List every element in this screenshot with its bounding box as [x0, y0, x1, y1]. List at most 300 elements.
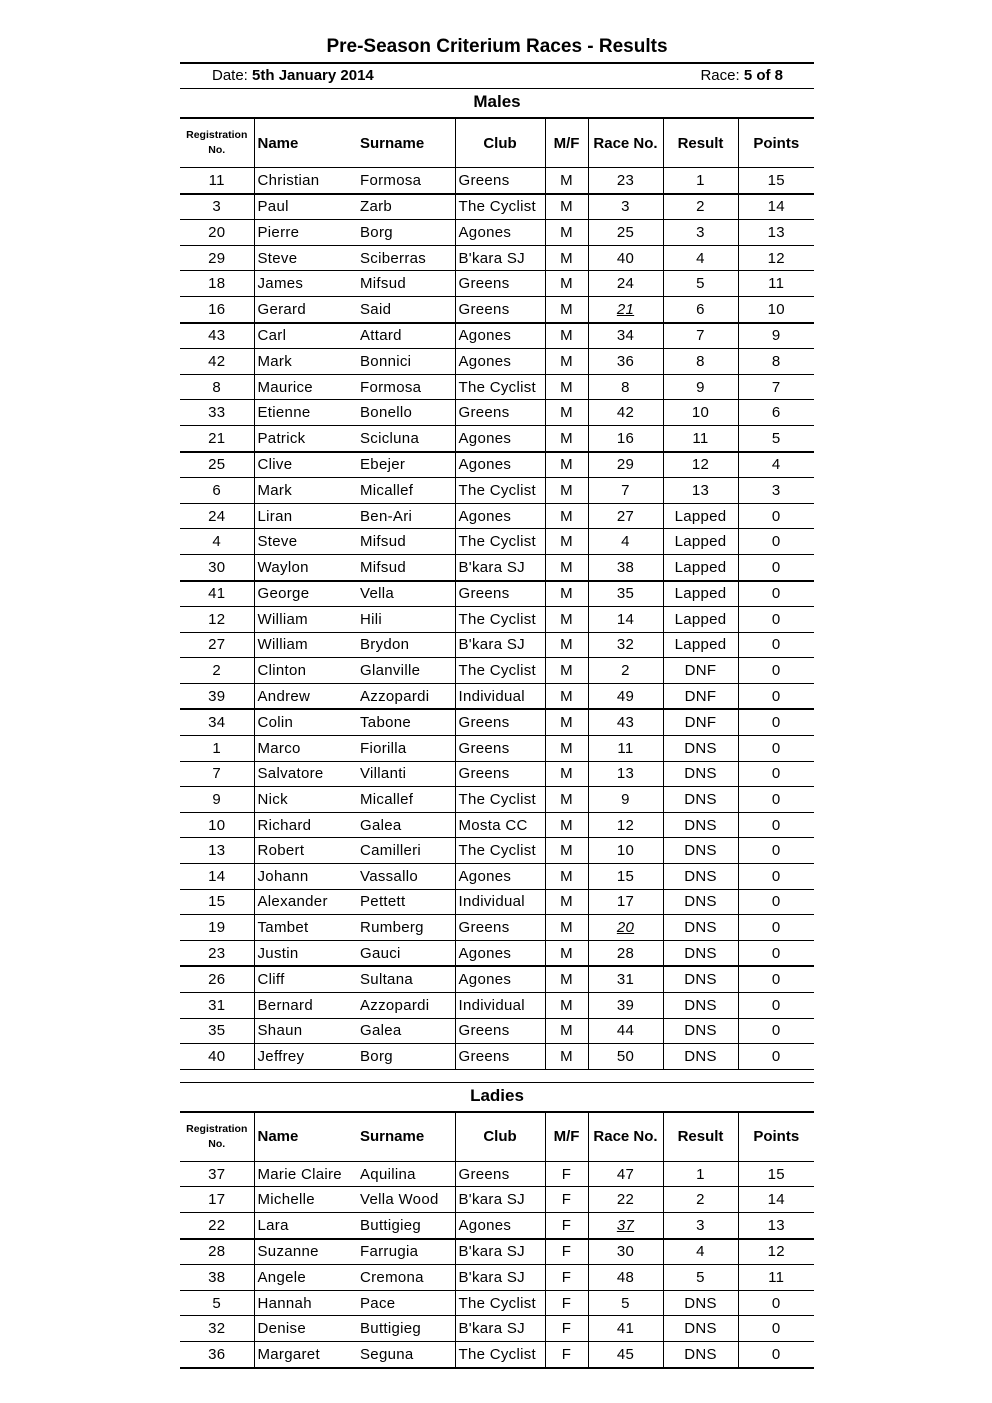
cell-points: 15 — [738, 168, 814, 194]
cell-name: Steve — [254, 529, 357, 555]
table-row — [180, 966, 814, 992]
table-row — [180, 323, 814, 349]
cell-result: Lapped — [663, 554, 738, 580]
header-name: Name — [254, 119, 357, 168]
cell-points: 13 — [738, 1212, 814, 1238]
cell-registration: 9 — [180, 787, 254, 813]
cell-club: Agones — [455, 864, 545, 890]
cell-registration: 26 — [180, 966, 254, 992]
cell-race-no: 32 — [588, 632, 663, 658]
cell-name: Johann — [254, 864, 357, 890]
cell-points: 13 — [738, 220, 814, 246]
header-registration: Registration No. — [180, 119, 254, 168]
cell-surname: Micallef — [357, 787, 455, 813]
cell-registration: 42 — [180, 349, 254, 375]
cell-result: DNS — [663, 1290, 738, 1316]
cell-points: 15 — [738, 1161, 814, 1187]
cell-surname: Fiorilla — [357, 736, 455, 762]
cell-club: B'kara SJ — [455, 245, 545, 271]
race-value: 5 of 8 — [743, 67, 783, 84]
cell-registration: 37 — [180, 1161, 254, 1187]
cell-registration: 32 — [180, 1316, 254, 1342]
cell-points: 10 — [738, 296, 814, 322]
cell-club: Greens — [455, 915, 545, 941]
cell-mf: M — [545, 658, 588, 684]
males-rows — [180, 168, 814, 1070]
table-row — [180, 478, 814, 504]
cell-surname: Mifsud — [357, 529, 455, 555]
cell-club: The Cyclist — [455, 838, 545, 864]
cell-mf: M — [545, 709, 588, 735]
cell-race-no: 29 — [588, 452, 663, 478]
cell-registration: 1 — [180, 736, 254, 762]
cell-registration: 12 — [180, 607, 254, 633]
cell-mf: F — [545, 1316, 588, 1342]
header-registration: Registration No. — [180, 1113, 254, 1162]
cell-name: Mark — [254, 349, 357, 375]
cell-club: The Cyclist — [455, 529, 545, 555]
cell-name: Etienne — [254, 400, 357, 426]
cell-club: The Cyclist — [455, 1341, 545, 1367]
cell-points: 0 — [738, 736, 814, 762]
cell-registration: 8 — [180, 374, 254, 400]
table-row — [180, 374, 814, 400]
table-row — [180, 864, 814, 890]
ladies-section-title: Ladies — [180, 1083, 814, 1113]
date-value: 5th January 2014 — [252, 67, 374, 84]
header-surname: Surname — [357, 1113, 455, 1162]
cell-name: Nick — [254, 787, 357, 813]
cell-mf: M — [545, 966, 588, 992]
cell-result: 4 — [663, 1239, 738, 1265]
header-race-no: Race No. — [588, 1113, 663, 1162]
cell-club: The Cyclist — [455, 374, 545, 400]
date-info — [212, 64, 374, 88]
cell-result: 9 — [663, 374, 738, 400]
table-row — [180, 993, 814, 1019]
cell-name: Marie Claire — [254, 1161, 357, 1187]
cell-surname: Cremona — [357, 1265, 455, 1291]
cell-mf: M — [545, 632, 588, 658]
cell-points: 0 — [738, 1044, 814, 1070]
cell-points: 0 — [738, 864, 814, 890]
cell-surname: Pettett — [357, 889, 455, 915]
cell-club: The Cyclist — [455, 787, 545, 813]
cell-registration: 29 — [180, 245, 254, 271]
cell-mf: M — [545, 425, 588, 451]
cell-points: 0 — [738, 889, 814, 915]
cell-name: Tambet — [254, 915, 357, 941]
race-label: Race: — [700, 67, 740, 84]
cell-club: B'kara SJ — [455, 1239, 545, 1265]
cell-points: 9 — [738, 323, 814, 349]
cell-race-no: 30 — [588, 1239, 663, 1265]
cell-result: DNS — [663, 993, 738, 1019]
cell-name: Shaun — [254, 1018, 357, 1044]
table-row — [180, 220, 814, 246]
cell-points: 0 — [738, 812, 814, 838]
cell-club: Agones — [455, 966, 545, 992]
cell-registration: 40 — [180, 1044, 254, 1070]
cell-result: 13 — [663, 478, 738, 504]
cell-mf: M — [545, 683, 588, 709]
cell-registration: 19 — [180, 915, 254, 941]
cell-club: Greens — [455, 1018, 545, 1044]
table-row — [180, 296, 814, 322]
cell-points: 6 — [738, 400, 814, 426]
cell-result: DNS — [663, 864, 738, 890]
cell-mf: M — [545, 245, 588, 271]
cell-mf: M — [545, 812, 588, 838]
cell-result: DNS — [663, 736, 738, 762]
cell-name: Colin — [254, 709, 357, 735]
cell-surname: Bonnici — [357, 349, 455, 375]
cell-points: 11 — [738, 271, 814, 297]
cell-surname: Galea — [357, 812, 455, 838]
cell-result: Lapped — [663, 607, 738, 633]
cell-race-no: 15 — [588, 864, 663, 890]
cell-name: Christian — [254, 168, 357, 194]
cell-points: 0 — [738, 761, 814, 787]
cell-race-no: 44 — [588, 1018, 663, 1044]
table-row — [180, 503, 814, 529]
cell-surname: Brydon — [357, 632, 455, 658]
cell-result: 3 — [663, 1212, 738, 1238]
cell-club: Greens — [455, 1044, 545, 1070]
cell-race-no: 3 — [588, 194, 663, 220]
cell-points: 5 — [738, 425, 814, 451]
cell-race-no: 12 — [588, 812, 663, 838]
cell-name: Maurice — [254, 374, 357, 400]
cell-points: 0 — [738, 787, 814, 813]
ladies-table — [180, 1113, 814, 1369]
table-row — [180, 452, 814, 478]
cell-points: 0 — [738, 503, 814, 529]
cell-name: Patrick — [254, 425, 357, 451]
cell-race-no — [588, 1212, 663, 1238]
table-row — [180, 581, 814, 607]
table-row — [180, 400, 814, 426]
cell-race-no: 35 — [588, 581, 663, 607]
cell-mf: M — [545, 323, 588, 349]
cell-registration: 38 — [180, 1265, 254, 1291]
cell-registration: 7 — [180, 761, 254, 787]
cell-result: 10 — [663, 400, 738, 426]
cell-race-no: 22 — [588, 1187, 663, 1213]
table-row — [180, 736, 814, 762]
cell-name: Clive — [254, 452, 357, 478]
cell-club: Greens — [455, 581, 545, 607]
cell-surname: Vassallo — [357, 864, 455, 890]
cell-surname: Formosa — [357, 168, 455, 194]
cell-club: Greens — [455, 736, 545, 762]
cell-result: 2 — [663, 194, 738, 220]
cell-points: 12 — [738, 1239, 814, 1265]
cell-result: DNS — [663, 940, 738, 966]
table-row — [180, 812, 814, 838]
cell-race-no: 38 — [588, 554, 663, 580]
cell-surname: Borg — [357, 1044, 455, 1070]
cell-mf: M — [545, 838, 588, 864]
cell-result: DNS — [663, 812, 738, 838]
cell-club: Greens — [455, 709, 545, 735]
cell-name: Robert — [254, 838, 357, 864]
cell-mf: M — [545, 194, 588, 220]
race-info — [700, 64, 783, 88]
cell-mf: F — [545, 1341, 588, 1367]
cell-race-no: 34 — [588, 323, 663, 349]
cell-club: Agones — [455, 503, 545, 529]
cell-result: DNF — [663, 709, 738, 735]
table-row — [180, 915, 814, 941]
cell-race-no: 49 — [588, 683, 663, 709]
cell-surname: Sciberras — [357, 245, 455, 271]
cell-name: Suzanne — [254, 1239, 357, 1265]
cell-mf: M — [545, 271, 588, 297]
table-row — [180, 709, 814, 735]
cell-mf: M — [545, 915, 588, 941]
cell-result: Lapped — [663, 632, 738, 658]
cell-club: Agones — [455, 940, 545, 966]
cell-mf: M — [545, 736, 588, 762]
cell-result: DNS — [663, 966, 738, 992]
cell-result: DNS — [663, 1341, 738, 1367]
table-row — [180, 1044, 814, 1070]
cell-mf: F — [545, 1212, 588, 1238]
cell-mf: F — [545, 1187, 588, 1213]
cell-club: Greens — [455, 400, 545, 426]
cell-race-no: 9 — [588, 787, 663, 813]
cell-surname: Seguna — [357, 1341, 455, 1367]
cell-result: DNS — [663, 915, 738, 941]
cell-mf: M — [545, 554, 588, 580]
cell-surname: Glanville — [357, 658, 455, 684]
table-row — [180, 271, 814, 297]
cell-registration: 35 — [180, 1018, 254, 1044]
cell-club: Agones — [455, 220, 545, 246]
cell-result: 1 — [663, 1161, 738, 1187]
cell-registration: 5 — [180, 1290, 254, 1316]
cell-name: Steve — [254, 245, 357, 271]
cell-points: 0 — [738, 683, 814, 709]
cell-points: 0 — [738, 993, 814, 1019]
cell-name: Jeffrey — [254, 1044, 357, 1070]
cell-race-no: 13 — [588, 761, 663, 787]
cell-points: 14 — [738, 1187, 814, 1213]
cell-club: Individual — [455, 993, 545, 1019]
cell-mf: M — [545, 787, 588, 813]
cell-result: 1 — [663, 168, 738, 194]
header-points: Points — [738, 1113, 814, 1162]
cell-registration: 23 — [180, 940, 254, 966]
cell-race-no: 28 — [588, 940, 663, 966]
cell-name: Richard — [254, 812, 357, 838]
cell-registration: 24 — [180, 503, 254, 529]
cell-club: The Cyclist — [455, 194, 545, 220]
cell-registration: 16 — [180, 296, 254, 322]
race-no-underlined: 21 — [616, 300, 635, 318]
table-row — [180, 245, 814, 271]
cell-surname: Buttigieg — [357, 1212, 455, 1238]
cell-name: Pierre — [254, 220, 357, 246]
cell-registration: 2 — [180, 658, 254, 684]
cell-mf: M — [545, 1018, 588, 1044]
cell-club: Agones — [455, 1212, 545, 1238]
cell-club: Agones — [455, 349, 545, 375]
males-header-row — [180, 119, 814, 168]
cell-race-no: 41 — [588, 1316, 663, 1342]
cell-mf: M — [545, 349, 588, 375]
cell-race-no: 7 — [588, 478, 663, 504]
cell-race-no: 23 — [588, 168, 663, 194]
cell-result: 2 — [663, 1187, 738, 1213]
cell-name: Justin — [254, 940, 357, 966]
cell-mf: M — [545, 993, 588, 1019]
cell-surname: Gauci — [357, 940, 455, 966]
cell-surname: Mifsud — [357, 554, 455, 580]
cell-registration: 17 — [180, 1187, 254, 1213]
table-row — [180, 1212, 814, 1238]
cell-points: 0 — [738, 607, 814, 633]
cell-result: DNS — [663, 1316, 738, 1342]
cell-race-no: 2 — [588, 658, 663, 684]
cell-mf: M — [545, 452, 588, 478]
cell-name: Liran — [254, 503, 357, 529]
cell-name: Margaret — [254, 1341, 357, 1367]
table-row — [180, 1239, 814, 1265]
cell-mf: M — [545, 761, 588, 787]
table-row — [180, 1341, 814, 1367]
cell-surname: Pace — [357, 1290, 455, 1316]
cell-surname: Azzopardi — [357, 683, 455, 709]
cell-club: Greens — [455, 761, 545, 787]
cell-registration: 18 — [180, 271, 254, 297]
cell-name: Gerard — [254, 296, 357, 322]
cell-mf: M — [545, 889, 588, 915]
cell-points: 0 — [738, 581, 814, 607]
cell-registration: 33 — [180, 400, 254, 426]
cell-surname: Villanti — [357, 761, 455, 787]
table-row — [180, 607, 814, 633]
cell-result: 8 — [663, 349, 738, 375]
cell-mf: M — [545, 478, 588, 504]
cell-registration: 15 — [180, 889, 254, 915]
cell-surname: Azzopardi — [357, 993, 455, 1019]
cell-points: 0 — [738, 915, 814, 941]
ladies-rows — [180, 1161, 814, 1367]
cell-result: DNS — [663, 787, 738, 813]
cell-surname: Rumberg — [357, 915, 455, 941]
cell-surname: Tabone — [357, 709, 455, 735]
cell-name: Cliff — [254, 966, 357, 992]
header-club: Club — [455, 1113, 545, 1162]
cell-mf: F — [545, 1290, 588, 1316]
cell-registration: 6 — [180, 478, 254, 504]
cell-race-no: 24 — [588, 271, 663, 297]
cell-registration: 4 — [180, 529, 254, 555]
cell-mf: M — [545, 296, 588, 322]
cell-name: Alexander — [254, 889, 357, 915]
cell-club: Individual — [455, 889, 545, 915]
table-row — [180, 889, 814, 915]
cell-points: 8 — [738, 349, 814, 375]
cell-name: Bernard — [254, 993, 357, 1019]
cell-race-no: 17 — [588, 889, 663, 915]
ladies-header-row — [180, 1113, 814, 1162]
cell-points: 7 — [738, 374, 814, 400]
table-row — [180, 838, 814, 864]
cell-mf: M — [545, 374, 588, 400]
cell-points: 0 — [738, 838, 814, 864]
cell-registration: 11 — [180, 168, 254, 194]
cell-surname: Vella — [357, 581, 455, 607]
header-name: Name — [254, 1113, 357, 1162]
cell-surname: Bonello — [357, 400, 455, 426]
cell-name: Denise — [254, 1316, 357, 1342]
cell-points: 0 — [738, 1341, 814, 1367]
cell-race-no: 42 — [588, 400, 663, 426]
cell-registration: 20 — [180, 220, 254, 246]
cell-result: 3 — [663, 220, 738, 246]
cell-surname: Scicluna — [357, 425, 455, 451]
cell-mf: F — [545, 1239, 588, 1265]
cell-race-no — [588, 915, 663, 941]
cell-registration: 3 — [180, 194, 254, 220]
header-result: Result — [663, 1113, 738, 1162]
cell-name: Clinton — [254, 658, 357, 684]
cell-surname: Camilleri — [357, 838, 455, 864]
cell-surname: Vella Wood — [357, 1187, 455, 1213]
cell-name: Paul — [254, 194, 357, 220]
cell-points: 0 — [738, 1290, 814, 1316]
cell-club: Greens — [455, 1161, 545, 1187]
cell-registration: 30 — [180, 554, 254, 580]
cell-club: The Cyclist — [455, 1290, 545, 1316]
cell-race-no: 40 — [588, 245, 663, 271]
cell-club: Greens — [455, 271, 545, 297]
cell-result: 11 — [663, 425, 738, 451]
table-row — [180, 658, 814, 684]
cell-race-no: 5 — [588, 1290, 663, 1316]
cell-points: 0 — [738, 658, 814, 684]
cell-registration: 41 — [180, 581, 254, 607]
cell-surname: Aquilina — [357, 1161, 455, 1187]
cell-club: Mosta CC — [455, 812, 545, 838]
cell-mf: M — [545, 220, 588, 246]
cell-mf: M — [545, 864, 588, 890]
cell-name: Angele — [254, 1265, 357, 1291]
cell-surname: Hili — [357, 607, 455, 633]
cell-race-no: 47 — [588, 1161, 663, 1187]
cell-registration: 22 — [180, 1212, 254, 1238]
cell-registration: 36 — [180, 1341, 254, 1367]
table-row — [180, 168, 814, 194]
cell-name: Waylon — [254, 554, 357, 580]
header-result: Result — [663, 119, 738, 168]
cell-points: 3 — [738, 478, 814, 504]
cell-surname: Micallef — [357, 478, 455, 504]
results-sheet — [180, 32, 814, 1369]
cell-points: 0 — [738, 632, 814, 658]
cell-race-no: 43 — [588, 709, 663, 735]
cell-mf: M — [545, 1044, 588, 1070]
date-race-row — [180, 62, 814, 89]
cell-name: William — [254, 632, 357, 658]
table-row — [180, 529, 814, 555]
cell-registration: 31 — [180, 993, 254, 1019]
table-row — [180, 761, 814, 787]
cell-name: Mark — [254, 478, 357, 504]
